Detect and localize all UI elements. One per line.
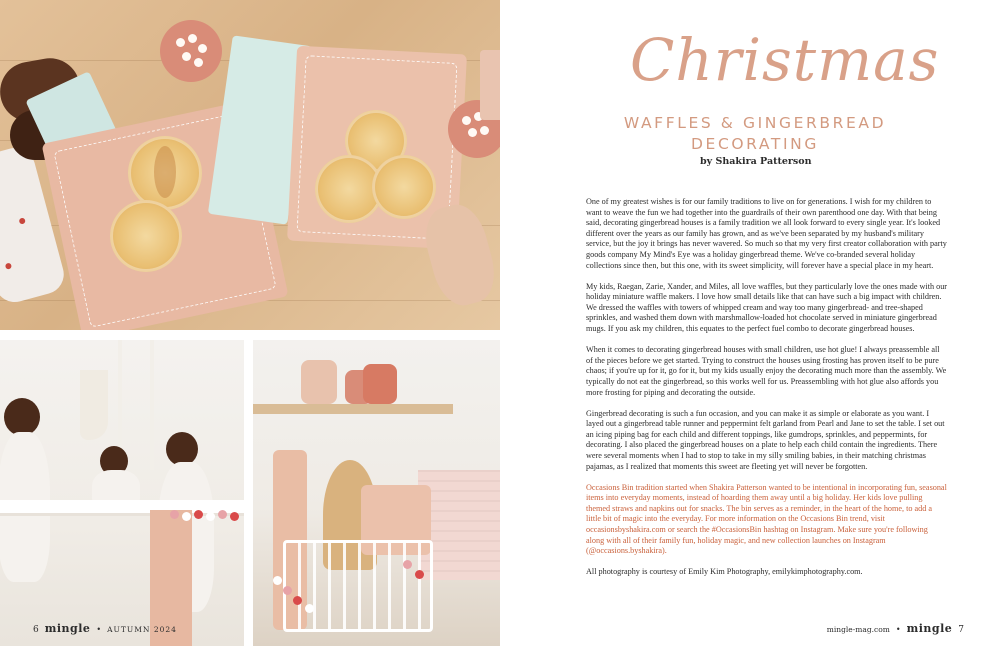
photo-credit: All photography is courtesy of Emily Kim Photography, emilykimphotography.com. [586, 567, 863, 577]
hot-cocoa-mug [160, 20, 222, 82]
ladder [150, 340, 154, 470]
round-waffle [110, 200, 182, 272]
article-title: Christmas [630, 26, 940, 94]
magazine-brand: mingle [44, 622, 91, 635]
folio-left [33, 622, 177, 635]
issue-date: AUTUMN 2024 [107, 625, 177, 634]
body-paragraph: My kids, Raegan, Zarie, Xander, and Miles, all love waffles, but they particularly love the ones made with our holiday miniature waffle makers. I love how small details like that can have such a big impact with children. We dressed the waffles with towers of whipped cream and way too many gingerbread- and tree-shaped sprinkles, and washed them down with marshmallow-loaded hot chocolate served in miniature gingerbread mugs. If you ask my children, this equates to the perfect fuel combo to decorate gingerbread houses. [586, 281, 948, 334]
photo-waffles-overhead [0, 0, 500, 330]
napkin-corner [480, 50, 500, 120]
gingerbread-waffle [128, 136, 202, 210]
occasions-bin-note: Occasions Bin tradition started when Shakira Patterson wanted to be intentional in incorporating fun, seasonal items into everyday moments, instead of hoarding them away until a big holiday. Her kids love pulling themed straws and napkins out for snacks. The bin serves as a reminder, in the heart of the home, to add a little bit of magic into the everyday. For more information on the Occasions Bin trend, visit occasionsbyshakira.com or search the #OccasionsBin hashtag on Instagram. Make sure you're following along with all of their family fun, holiday magic, and new collection launches on Instagram (@occasions.byshakira). [586, 482, 947, 556]
gingerbread-jar [301, 360, 337, 404]
photo-gingerbread-basket [253, 340, 500, 646]
stocking [80, 370, 108, 440]
wooden-shelf [253, 404, 453, 414]
article-subtitle [590, 113, 920, 155]
child-head [166, 432, 198, 466]
right-page [500, 0, 1000, 646]
gingerbread-man-plate [418, 199, 500, 311]
child-head [4, 398, 40, 436]
magazine-brand: mingle [906, 622, 953, 635]
page-number: 6 [33, 625, 39, 635]
body-paragraph: Gingerbread decorating is such a fun occasion, and you can make it as simple or elaborate as you want. I layed out a gingerbread table runner and peppermint felt garland from Pearl and Jane to set the table. I set out an icing piping bag for each child and different toppings, like gumdrops, sprinkles, and peppermints, for decorating. I also placed the gingerbread houses on a plate to help each child contain the ingredients. There were several moments when I had to stop to take in my silly smiling babies, in their matching christmas pajamas, as I realized that moments this sweet are fleeting yet will never be forgotten. [586, 408, 945, 471]
subtitle-line-1: WAFFLES & GINGERBREAD [623, 114, 887, 132]
folio-bullet: • [96, 625, 102, 634]
white-wire-basket [283, 540, 433, 632]
photo-kids-decorating [0, 340, 244, 646]
folio-right [827, 622, 964, 635]
byline: by Shakira Patterson [700, 156, 812, 167]
body-paragraph: When it comes to decorating gingerbread houses with small children, use hot glue! I always preassemble all of the pieces before we get started. Trying to construct the houses using frosting has proven itself to be pure chaos; if you're up for it, go for it, but my kids usually enjoy the decorating much more than the assembly. We typically do not eat the gingerbread, so this works well for us. Preassembling with hot glue also affords you more frosting for piping and decorating the outside. [586, 345, 947, 397]
mini-mug [363, 364, 397, 404]
body-paragraph: One of my greatest wishes is for our family traditions to live on for generations. I wish for my children to want to weave the fun we had together into the guardrails of their own parenthood one day. With that being said, decorating gingerbread houses is a family tradition we all look forward to every single year. It's looked different over the years as our family has grown, and as we've been separated by my husband's military service, but the joy it brings has never wavered. So much so that my very first creator collaboration with party goods company My Mind's Eye was a holiday gingerbread theme. We've co-branded several holiday collections since then, but this one, with its sweet simplicity, will forever have a special place in my heart. [586, 197, 947, 270]
page-number: 7 [958, 625, 964, 635]
folio-bullet: • [895, 625, 901, 634]
gingerbread-waffle [372, 155, 436, 219]
article-body [586, 197, 948, 588]
website: mingle-mag.com [826, 625, 890, 634]
subtitle-line-2: DECORATING [691, 135, 819, 153]
